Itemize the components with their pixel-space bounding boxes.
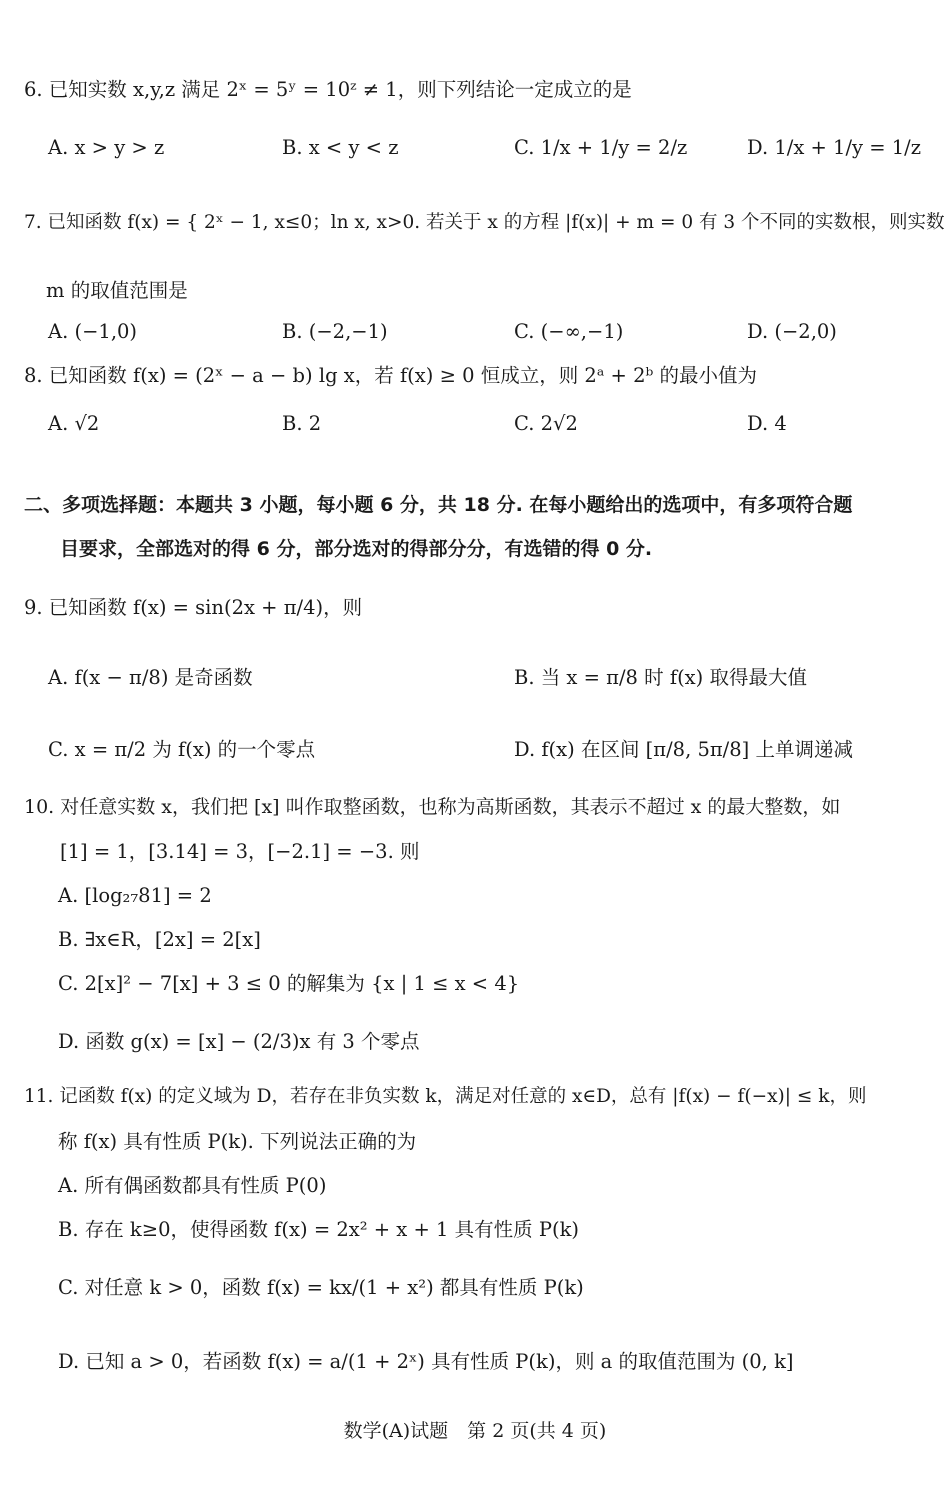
q10-option-a: A. [log₂₇81] = 2: [58, 884, 212, 907]
q11-option-d: D. 已知 a > 0，若函数 f(x) = a/(1 + 2ˣ) 具有性质 P(k)，则 a 的取值范围为 (0, k]: [58, 1350, 794, 1373]
q7-option-c: C. (−∞,−1): [514, 320, 624, 343]
section2-heading-line1: 二、多项选择题：本题共 3 小题，每小题 6 分，共 18 分. 在每小题给出的选项中，有多项符合题: [24, 494, 853, 516]
q11-stem-line2: 称 f(x) 具有性质 P(k). 下列说法正确的为: [58, 1130, 417, 1153]
q10-stem-line1: 10. 对任意实数 x，我们把 [x] 叫作取整函数，也称为高斯函数，其表示不超过 x 的最大整数，如: [24, 796, 841, 818]
q10-stem-line2: [1] = 1，[3.14] = 3，[−2.1] = −3. 则: [60, 840, 420, 863]
page-footer: 数学(A)试题 第 2 页(共 4 页): [343, 1420, 607, 1442]
q8-option-c: C. 2√2: [514, 412, 578, 435]
q7-stem-line1: 7. 已知函数 f(x) = { 2ˣ − 1, x≤0；ln x, x>0. 若关于 x 的方程 |f(x)| + m = 0 有 3 个不同的实数根，则实数: [24, 212, 945, 233]
section2-heading-line2: 目要求，全部选对的得 6 分，部分选对的得部分分，有选错的得 0 分.: [60, 538, 653, 560]
q6-stem: 6. 已知实数 x,y,z 满足 2ˣ = 5ʸ = 10ᶻ ≠ 1，则下列结论一定成立的是: [24, 78, 632, 101]
q10-option-c: C. 2[x]² − 7[x] + 3 ≤ 0 的解集为 {x | 1 ≤ x < 4}: [58, 972, 520, 995]
q8-option-d: D. 4: [747, 412, 787, 435]
q6-option-b: B. x < y < z: [282, 136, 399, 159]
q8-stem: 8. 已知函数 f(x) = (2ˣ − a − b) lg x，若 f(x) ≥ 0 恒成立，则 2ᵃ + 2ᵇ 的最小值为: [24, 364, 757, 387]
q11-option-a: A. 所有偶函数都具有性质 P(0): [58, 1174, 327, 1197]
q6-option-a: A. x > y > z: [48, 136, 165, 159]
q6-option-c: C. 1/x + 1/y = 2/z: [514, 136, 688, 159]
q7-option-b: B. (−2,−1): [282, 320, 388, 343]
q10-option-d: D. 函数 g(x) = [x] − (2/3)x 有 3 个零点: [58, 1030, 420, 1053]
q11-option-b: B. 存在 k≥0，使得函数 f(x) = 2x² + x + 1 具有性质 P(k): [58, 1218, 579, 1241]
q9-stem: 9. 已知函数 f(x) = sin(2x + π/4)，则: [24, 596, 363, 619]
q11-stem-line1: 11. 记函数 f(x) 的定义域为 D，若存在非负实数 k，满足对任意的 x∈D，总有 |f(x) − f(−x)| ≤ k，则: [24, 1086, 867, 1107]
q11-option-c: C. 对任意 k > 0，函数 f(x) = kx/(1 + x²) 都具有性质 P(k): [58, 1276, 584, 1299]
q8-option-a: A. √2: [48, 412, 100, 435]
q9-option-c: C. x = π/2 为 f(x) 的一个零点: [48, 738, 316, 761]
q8-option-b: B. 2: [282, 412, 322, 435]
q9-option-b: B. 当 x = π/8 时 f(x) 取得最大值: [514, 666, 807, 689]
q9-option-d: D. f(x) 在区间 [π/8, 5π/8] 上单调递减: [514, 738, 853, 761]
q7-option-d: D. (−2,0): [747, 320, 837, 343]
q6-option-d: D. 1/x + 1/y = 1/z: [747, 136, 922, 159]
q7-stem-line2: m 的取值范围是: [46, 279, 188, 302]
q9-option-a: A. f(x − π/8) 是奇函数: [48, 666, 253, 689]
q7-option-a: A. (−1,0): [48, 320, 138, 343]
q10-option-b: B. ∃x∈R，[2x] = 2[x]: [58, 928, 261, 951]
